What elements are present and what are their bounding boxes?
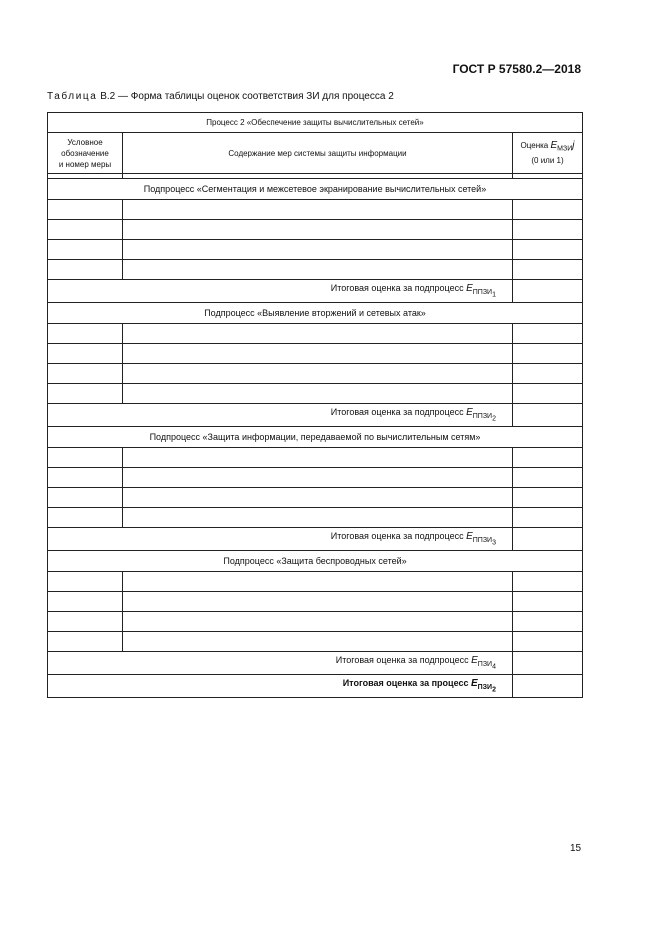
measure-code-cell xyxy=(48,200,123,220)
table-row xyxy=(48,592,583,612)
measure-content-cell xyxy=(123,364,513,384)
measure-score-cell xyxy=(513,364,583,384)
col-header-code-line-2: обозначение xyxy=(61,148,109,158)
table-row xyxy=(48,632,583,652)
subprocess-title-row xyxy=(48,179,583,200)
measure-code-cell xyxy=(48,220,123,240)
table-row xyxy=(48,260,583,280)
score-subscript: МЗИ xyxy=(557,145,573,153)
measure-code-cell xyxy=(48,488,123,508)
measure-code-cell xyxy=(48,364,123,384)
measure-score-cell xyxy=(513,220,583,240)
measure-content-cell xyxy=(123,344,513,364)
measure-code-cell xyxy=(48,260,123,280)
measure-score-cell xyxy=(513,468,583,488)
total-subscript: ПЗИ4 xyxy=(477,661,496,671)
table-row xyxy=(48,572,583,592)
table-row xyxy=(48,240,583,260)
measure-score-cell xyxy=(513,632,583,652)
subprocess-title-row xyxy=(48,303,583,324)
measure-code-cell xyxy=(48,240,123,260)
measure-content-cell xyxy=(123,572,513,592)
subprocess-title: Подпроцесс «Сегментация и межсетевое экранирование вычислительных сетей» xyxy=(48,179,583,200)
total-symbol: E xyxy=(466,283,473,295)
measure-content-cell xyxy=(123,488,513,508)
col-header-code-line-1: Условное xyxy=(67,137,103,147)
table-row xyxy=(48,508,583,528)
col-header-code-line-3: и номер меры xyxy=(58,159,112,169)
table-caption xyxy=(47,91,394,102)
table-row xyxy=(48,448,583,468)
total-index: 3 xyxy=(492,539,496,547)
table-caption-title: — Форма таблицы оценок соответствия ЗИ для процесса 2 xyxy=(118,91,394,102)
subprocess-total-value-cell xyxy=(513,528,583,551)
total-index: 2 xyxy=(492,415,496,423)
measure-code-cell xyxy=(48,572,123,592)
total-symbol: E xyxy=(466,407,473,419)
table-row xyxy=(48,344,583,364)
subprocess-title: Подпроцесс «Выявление вторжений и сетевых атак» xyxy=(48,303,583,324)
subprocess-total-row xyxy=(48,528,583,551)
measure-score-cell xyxy=(513,260,583,280)
subprocess-total-row xyxy=(48,280,583,303)
assessment-table xyxy=(47,112,583,698)
process-total-subscript: ПЗИ2 xyxy=(477,684,496,694)
subprocess-total-value-cell xyxy=(513,280,583,303)
col-header-score-note: (0 или 1) xyxy=(531,155,564,165)
table-row xyxy=(48,384,583,404)
subprocess-total-text: Итоговая оценка за подпроцесс xyxy=(330,283,467,294)
table-caption-word: Таблица xyxy=(47,91,98,102)
measure-content-cell xyxy=(123,612,513,632)
process-total-index: 2 xyxy=(492,686,496,694)
subprocess-title-row xyxy=(48,427,583,448)
measure-content-cell xyxy=(123,324,513,344)
total-subscript: ППЗИ1 xyxy=(472,289,496,299)
measure-content-cell xyxy=(123,632,513,652)
page-number: 15 xyxy=(570,843,582,854)
total-index: 4 xyxy=(492,663,496,671)
measure-code-cell xyxy=(48,448,123,468)
measure-code-cell xyxy=(48,508,123,528)
subprocess-title: Подпроцесс «Защита беспроводных сетей» xyxy=(48,551,583,572)
col-header-code xyxy=(48,133,123,174)
total-subscript: ППЗИ3 xyxy=(472,537,496,547)
measure-content-cell xyxy=(123,592,513,612)
process-total-value-cell xyxy=(513,675,583,698)
subprocess-total-label xyxy=(48,652,513,675)
measure-score-cell xyxy=(513,612,583,632)
total-symbol: E xyxy=(466,531,473,543)
subprocess-total-label xyxy=(48,280,513,303)
subprocess-total-value-cell xyxy=(513,652,583,675)
measure-content-cell xyxy=(123,384,513,404)
subprocess-title-row xyxy=(48,551,583,572)
measure-content-cell xyxy=(123,220,513,240)
process-total-row xyxy=(48,675,583,698)
measure-score-cell xyxy=(513,572,583,592)
standard-code: ГОСТ Р 57580.2—2018 xyxy=(452,62,581,76)
measure-content-cell xyxy=(123,200,513,220)
measure-content-cell xyxy=(123,260,513,280)
score-index: j xyxy=(572,140,575,152)
measure-score-cell xyxy=(513,508,583,528)
subprocess-total-label xyxy=(48,404,513,427)
measure-score-cell xyxy=(513,324,583,344)
table-row xyxy=(48,220,583,240)
table-row xyxy=(48,200,583,220)
measure-content-cell xyxy=(123,508,513,528)
measure-code-cell xyxy=(48,612,123,632)
measure-score-cell xyxy=(513,488,583,508)
total-subscript: ППЗИ2 xyxy=(472,413,496,423)
measure-code-cell xyxy=(48,468,123,488)
col-header-score xyxy=(513,133,583,174)
subprocess-title: Подпроцесс «Защита информации, передаваемой по вычислительным сетям» xyxy=(48,427,583,448)
table-row xyxy=(48,488,583,508)
measure-score-cell xyxy=(513,240,583,260)
measure-score-cell xyxy=(513,344,583,364)
col-header-score-prefix: Оценка xyxy=(520,141,551,151)
table-row xyxy=(48,612,583,632)
table-caption-number: В.2 xyxy=(100,91,116,102)
process-total-label xyxy=(48,675,513,698)
subprocess-total-label xyxy=(48,528,513,551)
subprocess-total-row xyxy=(48,652,583,675)
process-title: Процесс 2 «Обеспечение защиты вычислительных сетей» xyxy=(48,113,583,133)
process-total-symbol: E xyxy=(470,678,478,690)
measure-score-cell xyxy=(513,448,583,468)
subprocess-total-value-cell xyxy=(513,404,583,427)
column-header-row xyxy=(48,133,583,174)
measure-content-cell xyxy=(123,240,513,260)
subprocess-total-text: Итоговая оценка за подпроцесс xyxy=(330,531,467,542)
process-title-row xyxy=(48,113,583,133)
measure-code-cell xyxy=(48,344,123,364)
measure-code-cell xyxy=(48,384,123,404)
score-symbol: E xyxy=(550,140,558,152)
total-index: 1 xyxy=(492,291,496,299)
measure-score-cell xyxy=(513,592,583,612)
table-row xyxy=(48,364,583,384)
col-header-content: Содержание мер системы защиты информации xyxy=(123,133,513,174)
process-total-text: Итоговая оценка за процесс xyxy=(342,678,471,689)
measure-score-cell xyxy=(513,200,583,220)
subprocess-total-text: Итоговая оценка за подпроцесс xyxy=(330,407,467,418)
measure-code-cell xyxy=(48,592,123,612)
measure-code-cell xyxy=(48,324,123,344)
measure-score-cell xyxy=(513,384,583,404)
measure-content-cell xyxy=(123,468,513,488)
table-row xyxy=(48,468,583,488)
subprocess-total-text: Итоговая оценка за подпроцесс xyxy=(335,655,472,666)
measure-content-cell xyxy=(123,448,513,468)
measure-code-cell xyxy=(48,632,123,652)
total-symbol: E xyxy=(471,655,478,667)
table-row xyxy=(48,324,583,344)
subprocess-total-row xyxy=(48,404,583,427)
